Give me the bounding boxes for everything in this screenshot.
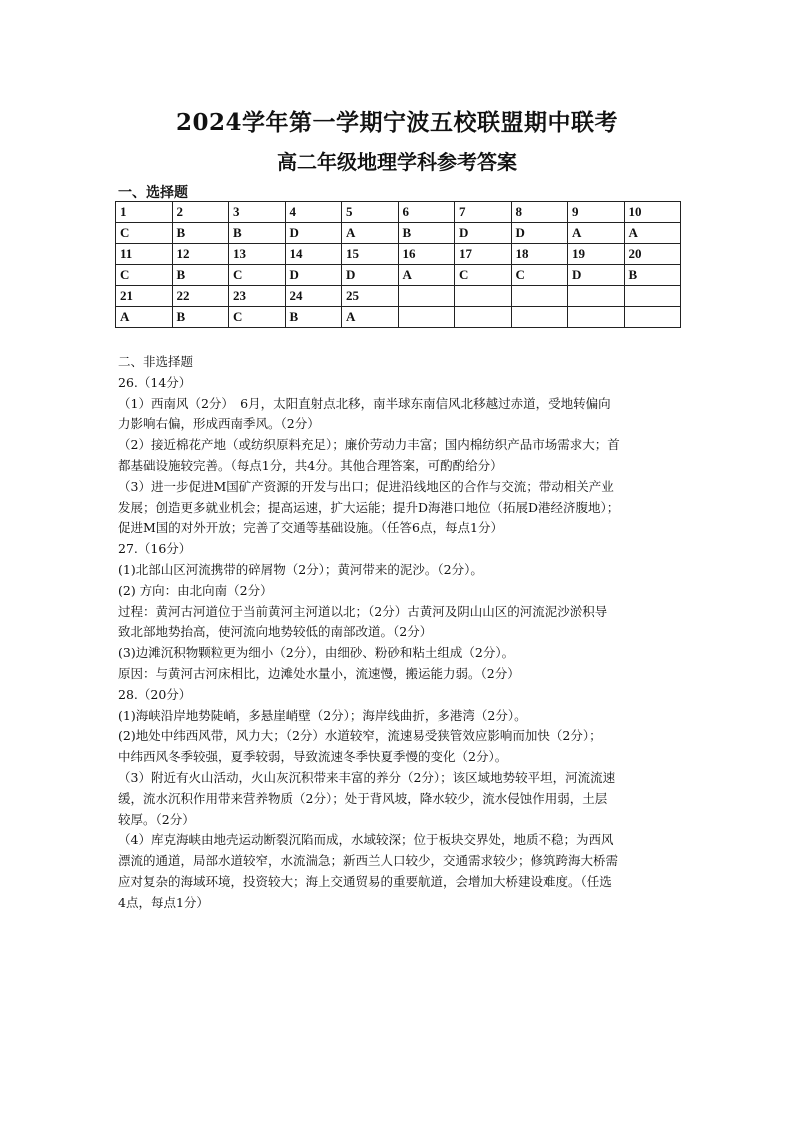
text-line: 发展；创造更多就业机会；提高运速，扩大运能；提升D海港口地位（拓展D港经济腹地）； [118,499,620,515]
text-line: (3)边滩沉积物颗粒更为细小（2分），由细砂、粉砂和粘土组成（2分）。 [118,645,515,661]
text-line: 二、非选择题 [118,354,194,369]
answer-cell: A [624,223,681,244]
text-line: 4点，每点1分） [118,894,209,910]
question-number-cell: 12 [172,244,229,265]
answer-cell: A [116,307,173,328]
answer-cell: A [342,223,399,244]
answer-cell [568,307,625,328]
text-line: (1)北部山区河流携带的碎屑物（2分）；黄河带来的泥沙。（2分）。 [118,561,483,577]
text-line: 27.（16分） [118,541,192,557]
answer-cell: C [229,265,286,286]
answer-cell: B [229,223,286,244]
text-line: （4）库克海峡由地壳运动断裂沉陷而成，水域较深；位于板块交界处，地质不稳；为西风 [118,832,614,848]
question-number-cell: 10 [624,202,681,223]
answer-cell: A [568,223,625,244]
answer-cell [455,307,512,328]
question-number-cell: 4 [285,202,342,223]
answer-cell: C [511,265,568,286]
question-number-cell: 6 [398,202,455,223]
text-line: （1）西南风（2分） 6月，太阳直射点北移，南半球东南信风北移越过赤道，受地转偏向 [118,395,611,411]
question-number-row [116,244,681,265]
answer-cell: C [116,223,173,244]
answer-cell: D [511,223,568,244]
text-line: （2）接近棉花产地（或纺织原料充足）；廉价劳动力丰富；国内棉纺织产品市场需求大；首 [118,437,620,453]
answer-row [116,265,681,286]
question-number-cell [568,286,625,307]
answer-cell: B [172,223,229,244]
answer-cell: B [172,265,229,286]
answer-cell: B [624,265,681,286]
question-number-cell: 14 [285,244,342,265]
answer-cell: B [285,307,342,328]
answer-cell: C [116,265,173,286]
answer-cell: C [229,307,286,328]
document-title: 2024学年第一学期宁波五校联盟期中联考 [175,109,618,136]
question-number-cell: 9 [568,202,625,223]
question-number-cell [624,286,681,307]
question-number-cell: 25 [342,286,399,307]
answer-cell: D [455,223,512,244]
text-line: 促进M国的对外开放；完善了交通等基础设施。（任答6点，每点1分） [118,520,503,536]
question-number-cell: 13 [229,244,286,265]
answer-cell: B [398,223,455,244]
question-number-cell [398,286,455,307]
answer-cell: C [455,265,512,286]
answer-cell: D [285,223,342,244]
answer-cell: D [285,265,342,286]
text-line: (2)地处中纬西风带，风力大；（2分）水道较窄，流速易受狭管效应影响而加快（2分）； [118,728,602,744]
answer-cell: B [172,307,229,328]
question-number-cell: 23 [229,286,286,307]
question-number-cell: 8 [511,202,568,223]
answer-row [116,307,681,328]
question-number-cell: 3 [229,202,286,223]
question-number-cell: 11 [116,244,173,265]
text-line: 26.（14分） [118,374,192,390]
document-subtitle: 高二年级地理学科参考答案 [277,150,517,174]
text-line: （3）进一步促进M国矿产资源的开发与出口；促进沿线地区的合作与交流；带动相关产业 [118,478,614,494]
text-line: (1)海峡沿岸地势陡峭，多悬崖峭壁（2分）；海岸线曲折，多港湾（2分）。 [118,707,527,723]
question-number-cell: 16 [398,244,455,265]
question-number-cell: 24 [285,286,342,307]
answer-cell [624,307,681,328]
answer-cell: D [342,265,399,286]
question-number-cell: 22 [172,286,229,307]
question-number-row [116,202,681,223]
question-number-cell: 15 [342,244,399,265]
text-line: 应对复杂的海域环境，投资较大；海上交通贸易的重要航道，会增加大桥建设难度。（任选 [118,873,612,889]
answer-cell [511,307,568,328]
text-line: 中纬西风冬季较强，夏季较弱，导致流速冬季快夏季慢的变化（2分）。 [118,749,508,765]
answer-table [115,201,681,328]
text-line: 过程：黄河古河道位于当前黄河主河道以北；（2分）古黄河及阴山山区的河流泥沙淤积导 [118,603,608,619]
question-number-cell [455,286,512,307]
question-number-cell [511,286,568,307]
section-heading-choice: 一、选择题 [118,185,188,201]
text-line: 缓，流水沉积作用带来营养物质（2分）；处于背风坡，降水较少，流水侵蚀作用弱，土层 [118,790,608,806]
question-number-cell: 5 [342,202,399,223]
text-line: （3）附近有火山活动，火山灰沉积带来丰富的养分（2分）；该区域地势较平坦，河流流速 [118,769,616,785]
answer-row [116,223,681,244]
question-number-row [116,286,681,307]
question-number-cell: 18 [511,244,568,265]
answer-cell: A [342,307,399,328]
answer-cell [398,307,455,328]
answer-cell: A [398,265,455,286]
answer-text [118,352,684,914]
text-line: 致北部地势抬高，使河流向地势较低的南部改道。（2分） [118,624,433,640]
text-line: 原因：与黄河古河床相比，边滩处水量小，流速慢，搬运能力弱。（2分） [118,665,520,681]
question-number-cell: 19 [568,244,625,265]
text-line: 28.（20分） [118,686,192,702]
text-line: (2) 方向：由北向南（2分） [118,582,273,598]
text-line: 都基础设施较完善。（每点1分，共4分。其他合理答案，可酌酌给分） [118,457,503,473]
text-line: 较厚。（2分） [118,811,195,827]
text-line: 力影响右偏，形成西南季风。（2分） [118,416,320,432]
question-number-cell: 1 [116,202,173,223]
question-number-cell: 20 [624,244,681,265]
question-number-cell: 2 [172,202,229,223]
text-line: 漂流的通道，局部水道较窄，水流湍急；新西兰人口较少，交通需求较少；修筑跨海大桥需 [118,853,619,869]
question-number-cell: 21 [116,286,173,307]
answer-cell: D [568,265,625,286]
question-number-cell: 7 [455,202,512,223]
question-number-cell: 17 [455,244,512,265]
